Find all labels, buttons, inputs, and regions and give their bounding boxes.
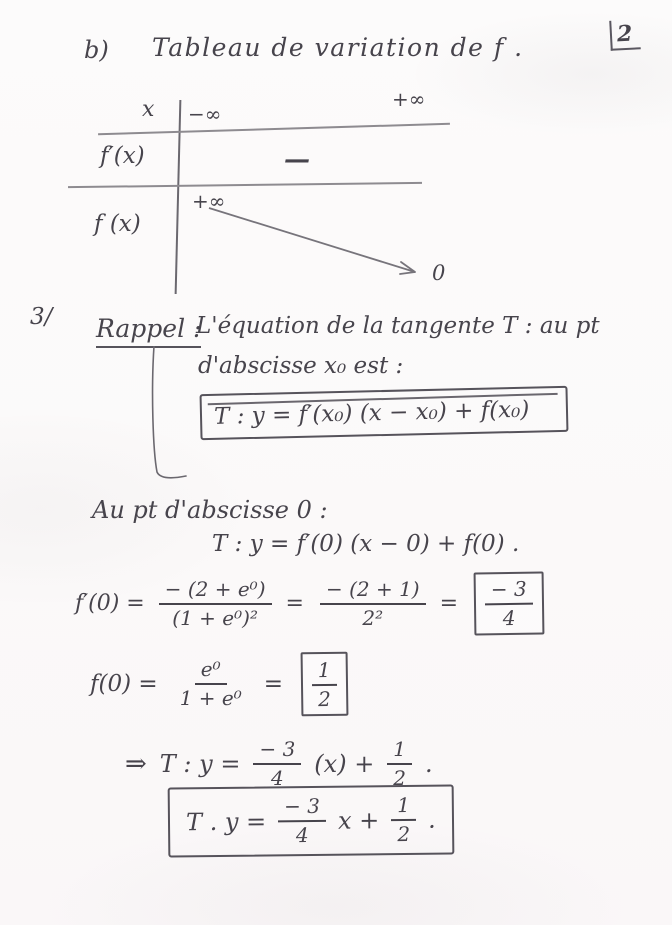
conclusion-mid: (x) +	[314, 750, 375, 778]
equals-sign: =	[439, 591, 461, 616]
table-fprime-label: f′(x)	[100, 143, 145, 169]
f0-lhs: f(0) =	[90, 671, 158, 697]
rappel-text-line2: d'abscisse x₀ est :	[198, 353, 404, 379]
table-f-limit-right: 0	[432, 261, 446, 285]
fraction-numerator: − 3	[253, 738, 301, 765]
page-number: 2	[609, 19, 641, 51]
section-item-label: 3/	[30, 304, 53, 330]
f0-fraction	[174, 658, 248, 710]
rappel-bracket-line	[146, 346, 192, 486]
fraction-denominator: 4	[295, 823, 309, 848]
final-mid: x +	[337, 806, 380, 835]
table-right-bound: +∞	[392, 87, 426, 111]
final-fraction-2	[391, 794, 416, 846]
fraction-numerator: 1	[312, 659, 337, 686]
fraction-numerator: − 3	[485, 578, 533, 606]
rappel-heading: Rappel :	[96, 314, 201, 348]
table-fprime-sign: —	[284, 145, 310, 175]
decreasing-arrow-icon	[203, 200, 435, 288]
fraction-denominator: (1 + e⁰)²	[172, 605, 258, 630]
final-lhs: T . y =	[185, 807, 267, 837]
fprime0-computation	[75, 572, 544, 635]
f0-result-box	[301, 652, 349, 717]
table-variable-x: x	[142, 97, 155, 122]
tangent-formula: T : y = f′(x₀) (x − x₀) + f(x₀)	[213, 396, 530, 430]
equals-sign: =	[263, 671, 286, 697]
table-horizontal-line-2	[68, 182, 422, 188]
f0-computation	[90, 652, 348, 716]
fraction-denominator: 2	[318, 686, 332, 712]
implies-arrow-icon: ⇒	[125, 749, 147, 779]
conclusion-fraction-2	[387, 738, 412, 790]
question-item-label: b)	[84, 36, 109, 64]
fprime0-fraction-2	[320, 578, 426, 630]
variation-table	[60, 87, 470, 300]
fraction-denominator: 4	[271, 766, 284, 790]
fprime0-result-fraction	[485, 578, 534, 631]
page-title: Tableau de variation de f .	[152, 33, 524, 62]
conclusion-period: .	[425, 750, 433, 778]
fraction-numerator: − (2 + e⁰)	[159, 578, 272, 605]
table-left-bound: −∞	[188, 102, 222, 126]
equals-sign: =	[285, 591, 306, 616]
conclusion-equation	[125, 738, 433, 790]
fraction-denominator: 1 + e⁰	[179, 686, 242, 710]
tangent-formula-box	[200, 386, 569, 440]
fraction-numerator: 1	[387, 738, 412, 765]
fprime0-result-box	[474, 572, 545, 636]
fraction-denominator: 2	[393, 766, 407, 790]
table-f-limit-left: +∞	[192, 189, 226, 213]
fraction-numerator: − 3	[278, 795, 326, 822]
table-horizontal-line-1	[98, 123, 450, 135]
fraction-denominator: 2	[397, 821, 411, 847]
fraction-numerator: − (2 + 1)	[320, 578, 426, 605]
f0-result-fraction	[312, 659, 337, 711]
fraction-denominator: 4	[502, 605, 516, 631]
fprime0-lhs: f′(0) =	[75, 591, 145, 616]
final-fraction-1	[278, 795, 326, 847]
rappel-text-line1: L'équation de la tangente T : au pt	[196, 313, 600, 339]
fraction-denominator: 2²	[362, 605, 384, 630]
fraction-numerator: e⁰	[195, 658, 227, 685]
conclusion-lhs: T : y =	[159, 750, 241, 778]
table-f-label: f (x)	[94, 211, 141, 237]
at-zero-intro: Au pt d'abscisse 0 :	[92, 496, 328, 524]
table-vertical-line	[175, 100, 182, 294]
at-zero-tangent-equation: T : y = f′(0) (x − 0) + f(0) .	[212, 531, 520, 557]
fraction-numerator: 1	[391, 794, 416, 821]
final-answer-box	[168, 785, 454, 858]
fprime0-fraction-1	[159, 578, 272, 630]
final-period: .	[427, 805, 436, 834]
conclusion-fraction-1	[253, 738, 301, 790]
